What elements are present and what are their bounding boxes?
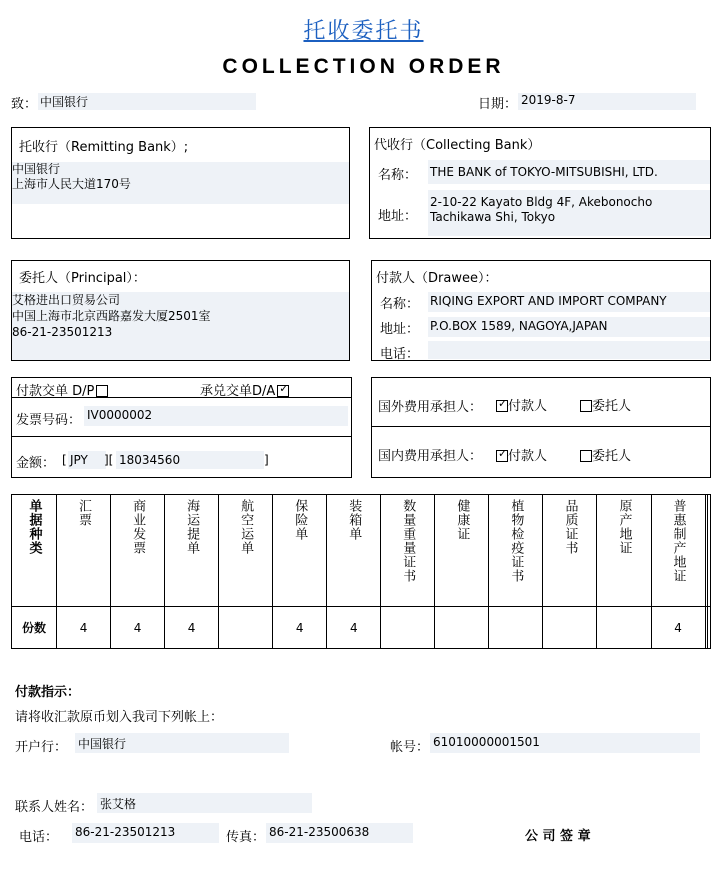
drawee-name-label: 名称： [380,297,420,312]
doc-type-cell [708,495,711,607]
doc-type-label: 海运提单 [184,499,200,555]
principal-line3: 86-21-23501213 [12,325,113,339]
doc-count-cell[interactable] [543,607,597,649]
doc-type-cell [327,495,381,607]
doc-type-label: 保险单 [292,499,308,541]
collecting-name-label: 名称： [378,168,418,183]
foreign-fee-drawee-label: 付款人 [508,399,548,414]
title-chinese: 托收委托书 [303,19,424,44]
drawee-addr-field[interactable]: P.O.BOX 1589, NAGOYA,JAPAN [428,317,710,337]
doc-type-cell [273,495,327,607]
doc-type-label: 品质证书 [562,499,578,555]
remitting-bank-field[interactable] [12,162,349,204]
currency-field[interactable]: JPY [68,451,106,469]
principal-line2: 中国上海市北京西路嘉发大厦2501室 [12,309,211,323]
domestic-fee-drawee-label: 付款人 [508,449,548,464]
doc-type-cell [543,495,597,607]
account-label: 帐号： [390,740,430,755]
doc-type-label: 数量重量证书 [400,499,416,583]
date-field[interactable]: 2019-8-7 [518,93,696,110]
doc-count-cell[interactable]: 4 [651,607,705,649]
date-label: 日期： [478,97,518,112]
doc-count-cell[interactable] [381,607,435,649]
da-label: 承兑交单D/A [200,384,276,399]
payment-instruction: 请将收汇款原币划入我司下列帐上： [15,710,224,725]
doc-count-cell[interactable]: 4 [165,607,219,649]
drawee-label: 付款人（Drawee）： [376,271,498,286]
doc-type-label: 健康证 [454,499,470,541]
payment-title: 付款指示： [15,685,81,700]
domestic-fee-principal-label: 委托人 [592,449,632,464]
doc-type-cell [489,495,543,607]
doc-type-cell [219,495,273,607]
doc-type-cell [57,495,111,607]
doc-type-label: 植物检疫证书 [508,499,524,583]
invoice-label: 发票号码： [16,413,82,428]
remitting-bank-label: 托收行（Remitting Bank）; [19,140,189,155]
account-field[interactable]: 61010000001501 [430,733,700,753]
foreign-fee-drawee-checkbox[interactable] [496,400,508,412]
foreign-fee-principal[interactable] [578,395,631,414]
doc-count-cell[interactable] [219,607,273,649]
contact-tel-field[interactable]: 86-21-23501213 [72,823,219,843]
foreign-fee-label: 国外费用承担人： [378,400,483,415]
doc-type-cell [651,495,705,607]
title-english: COLLECTION ORDER [222,55,505,78]
docs-count-label-cell [12,607,57,649]
doc-count-cell[interactable] [489,607,543,649]
payee-bank-field[interactable]: 中国银行 [75,733,289,753]
fees-box [371,377,711,478]
doc-type-cell [381,495,435,607]
invoice-field[interactable]: IV0000002 [84,406,348,426]
amount-label: 金额： [16,456,56,471]
docs-header-cell [12,495,57,607]
collecting-bank-box [369,127,711,239]
docs-header: 单据种类 [26,499,42,555]
to-label: 致： [11,97,38,112]
doc-type-label: 原产地证 [616,499,632,555]
collecting-name-field[interactable]: THE BANK of TOKYO-MITSUBISHI, LTD. [428,160,710,184]
drawee-tel-field[interactable] [428,341,710,359]
doc-type-label: 汇票 [76,499,92,527]
amount-mid-bracket: ][ [104,453,114,467]
amount-open-bracket: [ [62,453,67,467]
payment-divider [11,648,711,649]
doc-count-cell[interactable]: 4 [327,607,381,649]
amount-close-bracket: ] [264,453,269,467]
doc-count-cell[interactable] [435,607,489,649]
doc-type-label: 普惠制产地证 [670,499,686,583]
domestic-fee-label: 国内费用承担人： [378,449,483,464]
foreign-fee-principal-checkbox[interactable] [580,400,592,412]
to-field[interactable]: 中国银行 [38,93,256,110]
domestic-fee-principal-checkbox[interactable] [580,450,592,462]
contact-name-field[interactable]: 张艾格 [97,793,312,813]
contact-name-label: 联系人姓名： [15,800,94,815]
contact-fax-field[interactable]: 86-21-23500638 [266,823,413,843]
foreign-fee-drawee[interactable] [494,395,547,414]
doc-type-label: 装箱单 [346,499,362,541]
doc-type-label: 商业发票 [130,499,146,555]
principal-field[interactable] [12,292,349,360]
dp-checkbox[interactable] [96,385,108,397]
collecting-addr-label: 地址： [378,209,418,224]
domestic-fee-drawee[interactable] [494,445,547,464]
terms-box [11,377,352,478]
docs-count-label: 份数 [21,621,46,635]
drawee-addr-label: 地址： [380,322,420,337]
doc-type-cell [597,495,651,607]
principal-line1: 艾格进出口贸易公司 [12,293,121,307]
domestic-fee-drawee-checkbox[interactable] [496,450,508,462]
drawee-box [371,260,711,361]
doc-type-label: 航空运单 [238,499,254,555]
amount-field[interactable]: 18034560 [116,451,264,469]
drawee-tel-label: 电话： [380,347,420,362]
doc-type-cell [111,495,165,607]
doc-count-cell[interactable]: 4 [57,607,111,649]
remitting-bank-box [11,127,350,239]
remitting-line1: 中国银行 [12,162,61,176]
doc-count-cell[interactable] [597,607,651,649]
drawee-name-field[interactable]: RIQING EXPORT AND IMPORT COMPANY [428,292,710,312]
fees-divider [372,426,710,427]
invoice-divider [12,436,351,437]
contact-tel-label: 电话： [19,830,59,845]
terms-divider [12,397,351,398]
domestic-fee-principal[interactable] [578,445,631,464]
doc-type-cell [435,495,489,607]
foreign-fee-principal-label: 委托人 [592,399,632,414]
doc-count-cell[interactable]: 4 [273,607,327,649]
da-checkbox[interactable] [277,385,289,397]
contact-fax-label: 传真： [226,830,266,845]
dp-label: 付款交单 D/P [16,384,95,399]
principal-box [11,260,350,361]
principal-label: 委托人（Principal）： [19,271,146,286]
collecting-addr-field[interactable]: 2-10-22 Kayato Bldg 4F, Akebonocho Tachikawa Shi, Tokyo [428,190,710,236]
company-seal-label: 公 司 签 章 [525,829,591,844]
doc-count-cell[interactable] [708,607,711,649]
collecting-bank-label: 代收行（Collecting Bank） [374,138,541,153]
doc-count-cell[interactable]: 4 [111,607,165,649]
payee-bank-label: 开户行： [15,740,68,755]
documents-table [11,494,711,649]
doc-type-cell [165,495,219,607]
remitting-line2: 上海市人民大道170号 [12,177,131,191]
